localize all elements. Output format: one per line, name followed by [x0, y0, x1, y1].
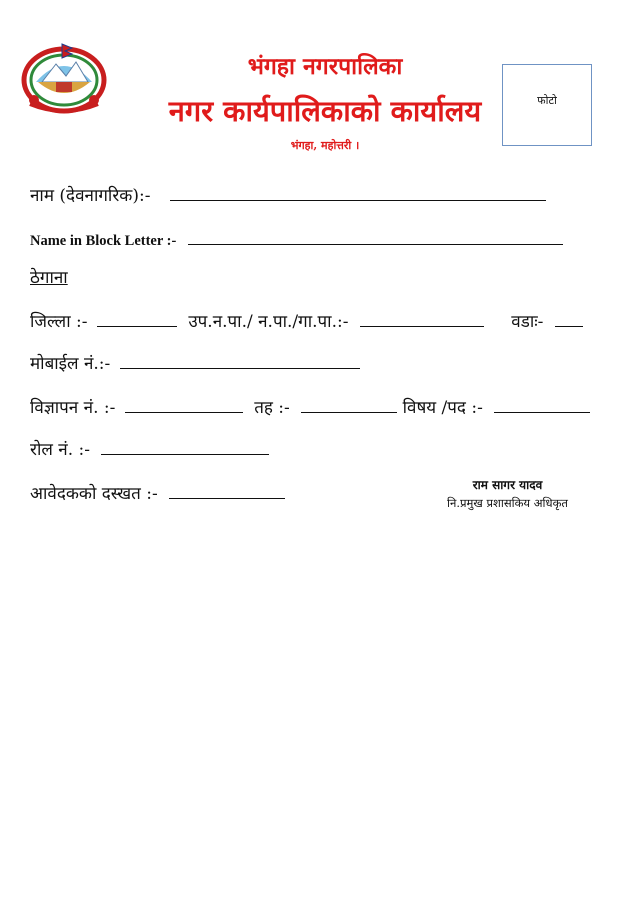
photo-box [502, 64, 592, 146]
name-devanagari-field[interactable] [170, 182, 546, 201]
office-name: नगर कार्यपालिकाको कार्यालय [168, 94, 482, 128]
mobile-row [30, 350, 360, 376]
district-label: जिल्ला :- [30, 312, 88, 332]
photo-box-label: फोटो [537, 94, 557, 107]
address-row [30, 308, 583, 334]
level-field[interactable] [301, 394, 397, 413]
name-block-field[interactable] [188, 226, 563, 245]
ward-field[interactable] [555, 308, 583, 327]
municipality-name: भंगहा नगरपालिका [247, 53, 403, 80]
district-field[interactable] [97, 308, 177, 327]
office-address: भंगहा, महोत्तरी । [290, 139, 360, 152]
signatory-name: राम सागर यादव [472, 478, 543, 492]
name-block-row [30, 226, 563, 253]
name-devanagari-row [30, 182, 546, 208]
municipality-field[interactable] [360, 308, 484, 327]
signatory-designation: नि.प्रमुख प्रशासकिय अधिकृत [447, 496, 568, 510]
subject-post-label: विषय /पद :- [402, 398, 483, 418]
roll-no-label: रोल नं. :- [30, 440, 91, 460]
level-label: तह :- [254, 398, 290, 418]
ward-label: वडाः- [511, 312, 544, 332]
applicant-signature-field[interactable] [169, 480, 285, 499]
address-heading: ठेगाना [30, 268, 68, 288]
advertisement-no-label: विज्ञापन नं. :- [30, 398, 116, 418]
signatory-block [420, 476, 595, 512]
advertisement-no-field[interactable] [125, 394, 243, 413]
subject-post-field[interactable] [494, 394, 590, 413]
applicant-signature-row [30, 480, 285, 506]
nepal-emblem-icon [20, 42, 108, 114]
applicant-signature-label: आवेदकको दस्खत :- [30, 484, 158, 504]
municipality-label: उप.न.पा./ न.पा./गा.पा.:- [188, 312, 349, 332]
mobile-label: मोबाईल नं.:- [30, 354, 111, 374]
advertisement-row [30, 394, 590, 420]
name-block-label: Name in Block Letter :- [30, 233, 177, 249]
roll-no-row [30, 436, 269, 462]
name-devanagari-label: नाम (देवनागरिक):- [30, 186, 151, 206]
mobile-field[interactable] [120, 350, 360, 369]
address-heading-row [30, 266, 68, 290]
roll-no-field[interactable] [101, 436, 269, 455]
